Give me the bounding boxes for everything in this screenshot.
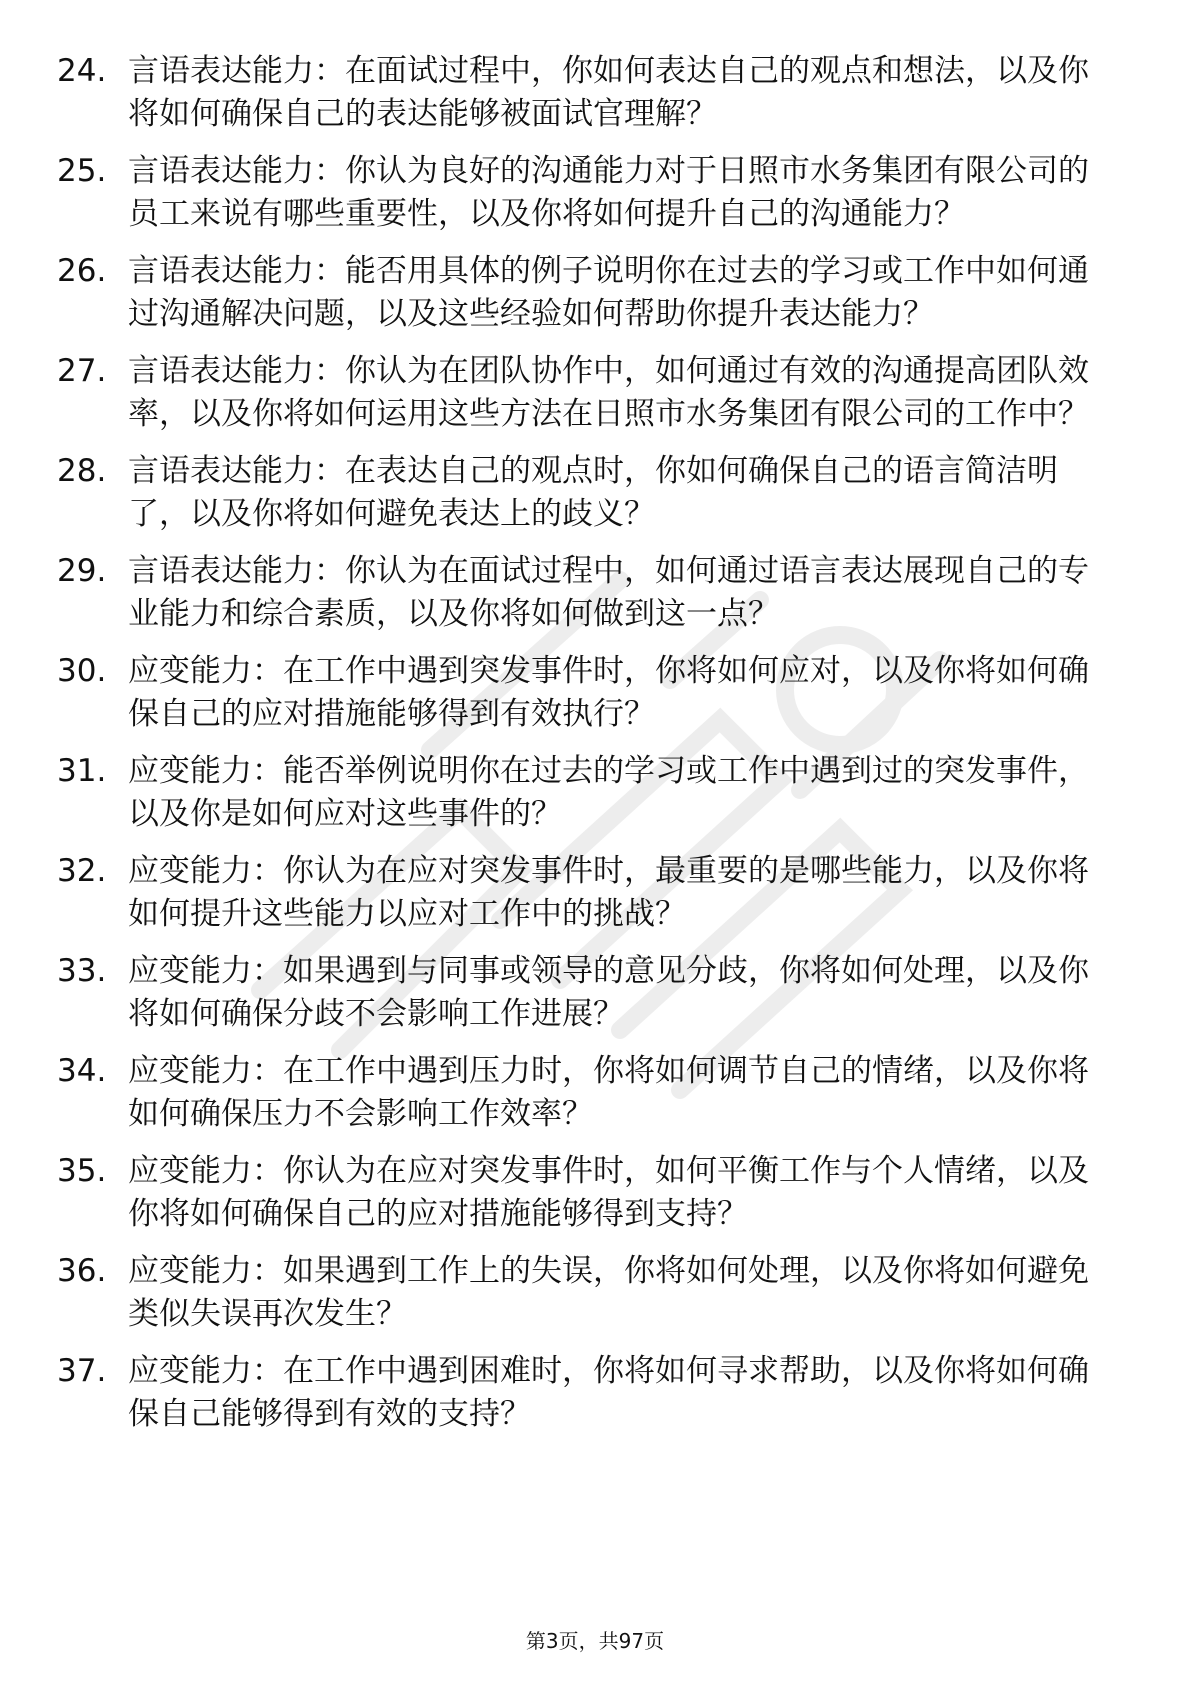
list-item <box>0 650 1190 736</box>
question-number: 24. <box>57 53 107 89</box>
question-text: 言语表达能力：你认为在团队协作中，如何通过有效的沟通提高团队效率，以及你将如何运用这些方法在日照市水务集团有限公司的工作中？ <box>128 353 1089 432</box>
question-text: 应变能力：如果遇到工作上的失误，你将如何处理，以及你将如何避免类似失误再次发生？ <box>128 1253 1089 1332</box>
question-number: 31. <box>57 753 107 789</box>
question-number: 30. <box>57 653 107 689</box>
list-item <box>0 1250 1190 1336</box>
question-text: 应变能力：能否举例说明你在过去的学习或工作中遇到过的突发事件，以及你是如何应对这些事件的？ <box>128 753 1089 832</box>
question-text: 言语表达能力：能否用具体的例子说明你在过去的学习或工作中如何通过沟通解决问题，以及这些经验如何帮助你提升表达能力？ <box>128 253 1089 332</box>
question-list <box>0 50 1190 1450</box>
question-text: 应变能力：你认为在应对突发事件时，如何平衡工作与个人情绪，以及你将如何确保自己的应对措施能够得到支持？ <box>128 1153 1089 1232</box>
question-number: 36. <box>57 1253 107 1289</box>
question-number: 25. <box>57 153 107 189</box>
question-text: 应变能力：在工作中遇到压力时，你将如何调节自己的情绪，以及你将如何确保压力不会影响工作效率？ <box>128 1053 1089 1132</box>
question-number: 37. <box>57 1353 107 1389</box>
list-item <box>0 1350 1190 1436</box>
question-number: 32. <box>57 853 107 889</box>
question-text: 言语表达能力：你认为在面试过程中，如何通过语言表达展现自己的专业能力和综合素质，以及你将如何做到这一点？ <box>128 553 1089 632</box>
question-number: 34. <box>57 1053 107 1089</box>
question-text: 应变能力：在工作中遇到困难时，你将如何寻求帮助，以及你将如何确保自己能够得到有效的支持？ <box>128 1353 1089 1432</box>
list-item <box>0 150 1190 236</box>
question-number: 26. <box>57 253 107 289</box>
question-text: 应变能力：在工作中遇到突发事件时，你将如何应对，以及你将如何确保自己的应对措施能够得到有效执行？ <box>128 653 1089 732</box>
list-item <box>0 350 1190 436</box>
list-item <box>0 450 1190 536</box>
question-text: 应变能力：如果遇到与同事或领导的意见分歧，你将如何处理，以及你将如何确保分歧不会影响工作进展？ <box>128 953 1089 1032</box>
list-item <box>0 850 1190 936</box>
question-text: 言语表达能力：你认为良好的沟通能力对于日照市水务集团有限公司的员工来说有哪些重要性，以及你将如何提升自己的沟通能力？ <box>128 153 1089 232</box>
question-number: 28. <box>57 453 107 489</box>
page-number-label: 第3页，共97页 <box>525 1629 665 1653</box>
page-footer <box>0 1625 1190 1654</box>
list-item <box>0 750 1190 836</box>
list-item <box>0 50 1190 136</box>
list-item <box>0 1150 1190 1236</box>
question-text: 应变能力：你认为在应对突发事件时，最重要的是哪些能力，以及你将如何提升这些能力以应对工作中的挑战？ <box>128 853 1089 932</box>
question-number: 33. <box>57 953 107 989</box>
question-text: 言语表达能力：在面试过程中，你如何表达自己的观点和想法，以及你将如何确保自己的表达能够被面试官理解？ <box>128 53 1089 132</box>
list-item <box>0 550 1190 636</box>
list-item <box>0 250 1190 336</box>
question-text: 言语表达能力：在表达自己的观点时，你如何确保自己的语言简洁明了，以及你将如何避免表达上的歧义？ <box>128 453 1058 532</box>
list-item <box>0 1050 1190 1136</box>
question-number: 35. <box>57 1153 107 1189</box>
question-number: 27. <box>57 353 107 389</box>
list-item <box>0 950 1190 1036</box>
question-number: 29. <box>57 553 107 589</box>
